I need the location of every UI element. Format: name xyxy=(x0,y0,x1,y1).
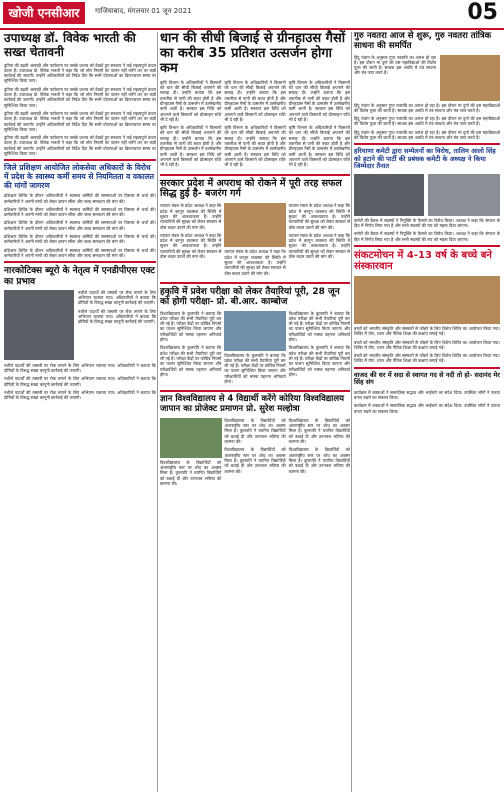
section-divider xyxy=(354,143,500,145)
article-body: व्यापार मंडल के प्रदेश अध्यक्ष ने कहा कि प्रदेश में कानून व्यवस्था की स्थिति में सुधार की आवश्यकता है। उन्होंने व्यापारियों की सुरक्षा को लेकर सरकार से ठोस कदम उठाने की मांग की। xyxy=(288,232,350,260)
story-mid-2 xyxy=(160,179,350,279)
article-body: कार्यक्रम में वक्ताओं ने सामाजिक सद्भाव और भाईचारे का संदेश दिया। उपस्थित लोगों ने एकता बनाए रखने का संकल्प लिया। xyxy=(354,403,500,414)
text-column xyxy=(160,203,221,278)
column-divider xyxy=(157,32,158,792)
edition-info: गाजियाबाद, मंगलवार 01 जून 2021 xyxy=(95,7,192,15)
photo-side-text xyxy=(78,290,156,328)
text-column xyxy=(224,203,285,278)
article-body: विश्वविद्यालय के कुलपति ने बताया कि प्रवेश परीक्षा की सभी तैयारियां पूरी कर ली गई हैं। परीक्षा केंद्रों पर कोविड नियमों का पालन सुनिश्चित किया जाएगा और परीक्षार्थियों को मास्क पहनना अनिवार्य होगा। xyxy=(288,345,350,377)
photo-side-text xyxy=(354,55,436,79)
article-body: व्यापार मंडल के प्रदेश अध्यक्ष ने कहा कि प्रदेश में कानून व्यवस्था की स्थिति में सुधार की आवश्यकता है। उन्होंने व्यापारियों की सुरक्षा को लेकर सरकार से ठोस कदम उठाने की मांग की। xyxy=(288,203,350,230)
story-right-2 xyxy=(354,148,500,242)
text-column xyxy=(289,80,350,171)
article-body: दुनिया की बढ़ती आबादी और पर्यावरण पर उसके प्रभाव को देखते हुए सरकार ने कई महत्वपूर्ण कदम उठाए हैं। उपाध्यक्ष डॉ. विवेक भारती ने कहा कि जो लोग नियमों का पालन नहीं करेंगे उन पर कड़ी कार्रवाई की जाएगी। उन्होंने अधिकारियों को निर्देश दिए कि सभी योजनाओं का क्रियान्वयन समय पर सुनिश्चित किया जाए। xyxy=(4,62,156,84)
article-body: कृषि विभाग के अधिकारियों ने किसानों को धान की सीधी बिजाई अपनाने की सलाह दी। उन्होंने बताया कि इस तकनीक से पानी की बचत होती है और ग्रीनहाउस गैसों के उत्सर्जन में उल्लेखनीय कमी आती है। सरकार इस विधि को अपनाने वाले किसानों को प्रोत्साहन राशि भी दे रही है। xyxy=(288,79,350,122)
article-body: नशीले पदार्थों की तस्करी पर रोक लगाने के लिए अभियान चलाया गया। अधिकारियों ने बताया कि दोषियों के विरुद्ध सख्त कानूनी कार्रवाई की जाएगी। xyxy=(78,308,156,325)
article-body: विश्वविद्यालय के कुलपति ने बताया कि प्रवेश परीक्षा की सभी तैयारियां पूरी कर ली गई हैं। परीक्षा केंद्रों पर कोविड नियमों का पालन सुनिश्चित किया जाएगा और परीक्षार्थियों को मास्क पहनना अनिवार्य होगा। xyxy=(224,352,286,385)
article-body: बच्चों को भारतीय संस्कृति और संस्कारों से जोड़ने के लिए विशेष शिविर का आयोजन किया गया। शिविर में योग, ध्यान और नैतिक शिक्षा की कक्षाएं लगाई गईं। xyxy=(354,339,500,350)
article-body: विश्वविद्यालय के कुलपति ने बताया कि प्रवेश परीक्षा की सभी तैयारियां पूरी कर ली गई हैं। परीक्षा केंद्रों पर कोविड नियमों का पालन सुनिश्चित किया जाएगा और परीक्षार्थियों को मास्क पहनना अनिवार्य होगा। xyxy=(160,310,222,343)
article-body: हिंदू पंचांग के अनुसार गुप्त नवरात्रि का आरंभ हो रहा है। इस दौरान मां दुर्गा की दस महाविद्याओं की विशेष पूजा की जाती है। साधक इस अवधि में तंत्र साधना और मंत्र जाप करते हैं। xyxy=(354,54,436,76)
headline: वाजद की धर में सदा से स्वागत गद से नदी तो हो- सदानंद मेर सिंह संग xyxy=(354,370,500,387)
story-body-columns xyxy=(160,418,350,489)
article-body: कृषि विभाग के अधिकारियों ने किसानों को धान की सीधी बिजाई अपनाने की सलाह दी। उन्होंने बताया कि इस तकनीक से पानी की बचत होती है और ग्रीनहाउस गैसों के उत्सर्जन में उल्लेखनीय कमी आती है। सरकार इस विधि को अपनाने वाले किसानों को प्रोत्साहन राशि भी दे रही है। xyxy=(224,79,286,122)
article-body: बच्चों को भारतीय संस्कृति और संस्कारों से जोड़ने के लिए विशेष शिविर का आयोजन किया गया। शिविर में योग, ध्यान और नैतिक शिक्षा की कक्षाएं लगाई गईं। xyxy=(354,325,500,337)
article-body: नशीले पदार्थों की तस्करी पर रोक लगाने के लिए अभियान चलाया गया। अधिकारियों ने बताया कि दोषियों के विरुद्ध सख्त कानूनी कार्रवाई की जाएगी। xyxy=(4,390,156,401)
article-body: व्यापार मंडल के प्रदेश अध्यक्ष ने कहा कि प्रदेश में कानून व्यवस्था की स्थिति में सुधार की आवश्यकता है। उन्होंने व्यापारियों की सुरक्षा को लेकर सरकार से ठोस कदम उठाने की मांग की। xyxy=(160,232,222,260)
story-left-3 xyxy=(4,266,156,400)
section-divider xyxy=(160,174,350,176)
article-body: कृषि विभाग के अधिकारियों ने किसानों को धान की सीधी बिजाई अपनाने की सलाह दी। उन्होंने बताया कि इस तकनीक से पानी की बचत होती है और ग्रीनहाउस गैसों के उत्सर्जन में उल्लेखनीय कमी आती है। सरकार इस विधि को अपनाने वाले किसानों को प्रोत्साहन राशि भी दे रही है। xyxy=(288,125,350,168)
article-body: प्रशिक्षण शिविर के दौरान अधिकारियों ने स्वास्थ्य कर्मियों की समस्याओं पर विस्तार से चर्चा की। कर्मचारियों ने अपनी मांगों को लेकर ज्ञापन सौंपा और जल्द समाधान की मांग की। xyxy=(4,206,156,218)
article-body: दुनिया की बढ़ती आबादी और पर्यावरण पर उसके प्रभाव को देखते हुए सरकार ने कई महत्वपूर्ण कदम उठाए हैं। उपाध्यक्ष डॉ. विवेक भारती ने कहा कि जो लोग नियमों का पालन नहीं करेंगे उन पर कड़ी कार्रवाई की जाएगी। उन्होंने अधिकारियों को निर्देश दिए कि सभी योजनाओं का क्रियान्वयन समय पर सुनिश्चित किया जाए। xyxy=(4,135,156,157)
news-photo xyxy=(224,203,286,247)
right-column xyxy=(354,32,500,417)
article-body: दुनिया की बढ़ती आबादी और पर्यावरण पर उसके प्रभाव को देखते हुए सरकार ने कई महत्वपूर्ण कदम उठाए हैं। उपाध्यक्ष डॉ. विवेक भारती ने कहा कि जो लोग नियमों का पालन नहीं करेंगे उन पर कड़ी कार्रवाई की जाएगी। उन्होंने अधिकारियों को निर्देश दिए कि सभी योजनाओं का क्रियान्वयन समय पर सुनिश्चित किया जाए। xyxy=(4,86,156,108)
headline: जिले प्रशिक्षण आयोजित लोकसेवा अधिकारों के विरोध में प्रदेश के स्वास्थ्य कर्मी समय से नियमितता व वकालत की मांगों जागरण xyxy=(4,163,155,190)
newspaper-name: खोजी एनसीआर xyxy=(3,2,85,24)
headline: हरियाणा कमेटी द्वारा सम्मेलनों का विरोध, तालिम आलो सिंह को हटाने की पार्टी की प्रबंधक कमेटी के अध्यक्ष ने किया जिम्मेदार तैनात xyxy=(354,147,496,171)
headline: ज्ञान विश्वविद्यालय से 4 विद्यार्थी करेंगे कोरिया विश्वविद्यालय जापान का प्रोजेक्ट प्रमाणन प्रो. सुरेश मल्होत्रा xyxy=(160,394,345,415)
story-right-4 xyxy=(354,372,500,414)
news-photo xyxy=(440,55,500,101)
headline: संकटमोचन में 4-13 वर्ष के बच्चे बने संस्कारवान xyxy=(354,249,492,273)
page-number: 05 xyxy=(467,0,498,25)
story-body-columns xyxy=(160,203,350,278)
headline: गुरु नवतरा आज से शुरू, गुरु नवतरा तांत्रिक साधना की समर्पित xyxy=(354,31,492,51)
text-column xyxy=(289,311,350,388)
news-photo xyxy=(354,276,500,324)
section-divider xyxy=(160,282,350,284)
article-body: कृषि विभाग के अधिकारियों ने किसानों को धान की सीधी बिजाई अपनाने की सलाह दी। उन्होंने बताया कि इस तकनीक से पानी की बचत होती है और ग्रीनहाउस गैसों के उत्सर्जन में उल्लेखनीय कमी आती है। सरकार इस विधि को अपनाने वाले किसानों को प्रोत्साहन राशि भी दे रही है। xyxy=(160,79,222,122)
article-body: विश्वविद्यालय के कुलपति ने बताया कि प्रवेश परीक्षा की सभी तैयारियां पूरी कर ली गई हैं। परीक्षा केंद्रों पर कोविड नियमों का पालन सुनिश्चित किया जाएगा और परीक्षार्थियों को मास्क पहनना अनिवार्य होगा। xyxy=(160,345,222,377)
left-column xyxy=(4,32,156,404)
article-body: नशीले पदार्थों की तस्करी पर रोक लगाने के लिए अभियान चलाया गया। अधिकारियों ने बताया कि दोषियों के विरुद्ध सख्त कानूनी कार्रवाई की जाएगी। xyxy=(4,376,156,387)
article-body: प्रशिक्षण शिविर के दौरान अधिकारियों ने स्वास्थ्य कर्मियों की समस्याओं पर विस्तार से चर्चा की। कर्मचारियों ने अपनी मांगों को लेकर ज्ञापन सौंपा और जल्द समाधान की मांग की। xyxy=(4,234,156,245)
middle-column xyxy=(160,32,350,489)
masthead xyxy=(0,0,504,30)
section-divider xyxy=(354,245,500,247)
article-body: नशीले पदार्थों की तस्करी पर रोक लगाने के लिए अभियान चलाया गया। अधिकारियों ने बताया कि दोषियों के विरुद्ध सख्त कानूनी कार्रवाई की जाएगी। xyxy=(78,289,156,306)
story-mid-3 xyxy=(160,287,350,387)
article-body: प्रशिक्षण शिविर के दौरान अधिकारियों ने स्वास्थ्य कर्मियों की समस्याओं पर विस्तार से चर्चा की। कर्मचारियों ने अपनी मांगों को लेकर ज्ञापन सौंपा और जल्द समाधान की मांग की। xyxy=(4,220,156,231)
story-body-columns xyxy=(160,311,350,388)
article-body: कमेटी की बैठक में सदस्यों ने नियुक्ति के फैसले का विरोध किया। अध्यक्ष ने कहा कि संगठन के हित में निर्णय लिया गया है और सभी सदस्यों की राय को महत्व दिया जाएगा। xyxy=(354,217,500,229)
article-body: कार्यक्रम में वक्ताओं ने सामाजिक सद्भाव और भाईचारे का संदेश दिया। उपस्थित लोगों ने एकता बनाए रखने का संकल्प लिया। xyxy=(354,389,500,400)
article-body: विश्वविद्यालय के विद्यार्थियों को अंतरराष्ट्रीय स्तर पर शोध का अवसर मिला है। कुलपति ने चयनित विद्यार्थियों को बधाई दी और उज्ज्वल भविष्य की कामना की। xyxy=(224,447,286,474)
article-body: प्रशिक्षण शिविर के दौरान अधिकारियों ने स्वास्थ्य कर्मियों की समस्याओं पर विस्तार से चर्चा की। कर्मचारियों ने अपनी मांगों को लेकर ज्ञापन सौंपा और जल्द समाधान की मांग की। xyxy=(4,193,156,204)
story-right-3 xyxy=(354,250,500,364)
headline: नारकोटिक्स ब्यूरो के नेतृत्व में एनडीपीएस एक्ट का प्रभाव xyxy=(4,266,155,287)
story-mid-1 xyxy=(160,32,350,171)
article-body: व्यापार मंडल के प्रदेश अध्यक्ष ने कहा कि प्रदेश में कानून व्यवस्था की स्थिति में सुधार की आवश्यकता है। उन्होंने व्यापारियों की सुरक्षा को लेकर सरकार से ठोस कदम उठाने की मांग की। xyxy=(224,249,286,276)
column-divider xyxy=(351,32,352,792)
news-photo xyxy=(354,174,424,216)
story-mid-4 xyxy=(160,395,350,489)
text-column xyxy=(160,418,221,489)
article-body: बच्चों को भारतीय संस्कृति और संस्कारों से जोड़ने के लिए विशेष शिविर का आयोजन किया गया। शिविर में योग, ध्यान और नैतिक शिक्षा की कक्षाएं लगाई गईं। xyxy=(354,353,500,364)
article-body: दुनिया की बढ़ती आबादी और पर्यावरण पर उसके प्रभाव को देखते हुए सरकार ने कई महत्वपूर्ण कदम उठाए हैं। उपाध्यक्ष डॉ. विवेक भारती ने कहा कि जो लोग नियमों का पालन नहीं करेंगे उन पर कड़ी कार्रवाई की जाएगी। उन्होंने अधिकारियों को निर्देश दिए कि सभी योजनाओं का क्रियान्वयन समय पर सुनिश्चित किया जाए। xyxy=(4,110,156,132)
article-body: विश्वविद्यालय के विद्यार्थियों को अंतरराष्ट्रीय स्तर पर शोध का अवसर मिला है। कुलपति ने चयनित विद्यार्थियों को बधाई दी और उज्ज्वल भविष्य की कामना की। xyxy=(160,459,222,487)
article-body: कमेटी की बैठक में सदस्यों ने नियुक्ति के फैसले का विरोध किया। अध्यक्ष ने कहा कि संगठन के हित में निर्णय लिया गया है और सभी सदस्यों की राय को महत्व दिया जाएगा। xyxy=(354,231,500,242)
article-body: विश्वविद्यालय के विद्यार्थियों को अंतरराष्ट्रीय स्तर पर शोध का अवसर मिला है। कुलपति ने चयनित विद्यार्थियों को बधाई दी और उज्ज्वल भविष्य की कामना की। xyxy=(288,447,350,474)
text-column xyxy=(289,418,350,489)
article-body: हिंदू पंचांग के अनुसार गुप्त नवरात्रि का आरंभ हो रहा है। इस दौरान मां दुर्गा की दस महाविद्याओं की विशेष पूजा की जाती है। साधक इस अवधि में तंत्र साधना और मंत्र जाप करते हैं। xyxy=(354,102,500,113)
photo-frame xyxy=(224,311,285,351)
story-left-2 xyxy=(4,164,156,258)
article-body: हिंदू पंचांग के अनुसार गुप्त नवरात्रि का आरंभ हो रहा है। इस दौरान मां दुर्गा की दस महाविद्याओं की विशेष पूजा की जाती है। साधक इस अवधि में तंत्र साधना और मंत्र जाप करते हैं। xyxy=(354,116,500,127)
headline: उपाध्यक्ष डॉ. विवेक भारती की सख्त चेतावनी xyxy=(4,31,136,59)
story-right-1 xyxy=(354,32,500,140)
story-left-1 xyxy=(4,32,156,156)
article-body: विश्वविद्यालय के विद्यार्थियों को अंतरराष्ट्रीय स्तर पर शोध का अवसर मिला है। कुलपति ने चयनित विद्यार्थियों को बधाई दी और उज्ज्वल भविष्य की कामना की। xyxy=(288,417,350,445)
photo-frame xyxy=(354,276,500,324)
news-photo xyxy=(224,311,286,351)
text-column xyxy=(224,80,285,171)
article-body: विश्वविद्यालय के कुलपति ने बताया कि प्रवेश परीक्षा की सभी तैयारियां पूरी कर ली गई हैं। परीक्षा केंद्रों पर कोविड नियमों का पालन सुनिश्चित किया जाएगा और परीक्षार्थियों को मास्क पहनना अनिवार्य होगा। xyxy=(288,310,350,343)
text-column xyxy=(224,311,285,388)
headline: सरकार प्रदेश में अपराध को रोकने में पूरी तरह सफल सिद्ध हुई है- बजरंग गर्ग xyxy=(160,177,342,200)
news-photo xyxy=(160,418,222,458)
photo-frame xyxy=(160,418,221,458)
text-column xyxy=(289,203,350,278)
article-body: कृषि विभाग के अधिकारियों ने किसानों को धान की सीधी बिजाई अपनाने की सलाह दी। उन्होंने बताया कि इस तकनीक से पानी की बचत होती है और ग्रीनहाउस गैसों के उत्सर्जन में उल्लेखनीय कमी आती है। सरकार इस विधि को अपनाने वाले किसानों को प्रोत्साहन राशि भी दे रही है। xyxy=(160,125,222,168)
section-divider xyxy=(4,261,156,263)
headline: हकृवि में प्रवेश परीक्षा को लेकर तैयारियां पूरी, 28 जून को होगी परीक्षा- प्रो. बी.आर. काम्बोज xyxy=(160,286,340,308)
photo-frame xyxy=(354,55,500,101)
text-column xyxy=(160,311,221,388)
lead-columns xyxy=(160,80,350,171)
lead-headline: धान की सीधी बिजाई से ग्रीनहाउस गैसों का करीब 35 प्रतिशत उत्सर्जन होगा कम xyxy=(160,31,346,76)
photo-frame xyxy=(4,290,156,360)
article-body: प्रशिक्षण शिविर के दौरान अधिकारियों ने स्वास्थ्य कर्मियों की समस्याओं पर विस्तार से चर्चा की। कर्मचारियों ने अपनी मांगों को लेकर ज्ञापन सौंपा और जल्द समाधान की मांग की। xyxy=(4,247,156,258)
news-photo xyxy=(4,290,74,360)
text-column xyxy=(160,80,221,171)
article-body: हिंदू पंचांग के अनुसार गुप्त नवरात्रि का आरंभ हो रहा है। इस दौरान मां दुर्गा की दस महाविद्याओं की विशेष पूजा की जाती है। साधक इस अवधि में तंत्र साधना और मंत्र जाप करते हैं। xyxy=(354,129,500,141)
text-column xyxy=(224,418,285,489)
section-divider xyxy=(4,159,156,161)
photo-frame xyxy=(354,174,500,216)
article-body: व्यापार मंडल के प्रदेश अध्यक्ष ने कहा कि प्रदेश में कानून व्यवस्था की स्थिति में सुधार की आवश्यकता है। उन्होंने व्यापारियों की सुरक्षा को लेकर सरकार से ठोस कदम उठाने की मांग की। xyxy=(160,203,222,230)
section-divider xyxy=(160,390,350,392)
article-body: विश्वविद्यालय के विद्यार्थियों को अंतरराष्ट्रीय स्तर पर शोध का अवसर मिला है। कुलपति ने चयनित विद्यार्थियों को बधाई दी और उज्ज्वल भविष्य की कामना की। xyxy=(224,417,286,445)
article-body: कृषि विभाग के अधिकारियों ने किसानों को धान की सीधी बिजाई अपनाने की सलाह दी। उन्होंने बताया कि इस तकनीक से पानी की बचत होती है और ग्रीनहाउस गैसों के उत्सर्जन में उल्लेखनीय कमी आती है। सरकार इस विधि को अपनाने वाले किसानों को प्रोत्साहन राशि भी दे रही है। xyxy=(224,125,286,168)
photo-frame xyxy=(224,203,285,247)
section-divider xyxy=(354,367,500,369)
news-photo xyxy=(428,174,500,216)
article-body: नशीले पदार्थों की तस्करी पर रोक लगाने के लिए अभियान चलाया गया। अधिकारियों ने बताया कि दोषियों के विरुद्ध सख्त कानूनी कार्रवाई की जाएगी। xyxy=(4,362,156,374)
